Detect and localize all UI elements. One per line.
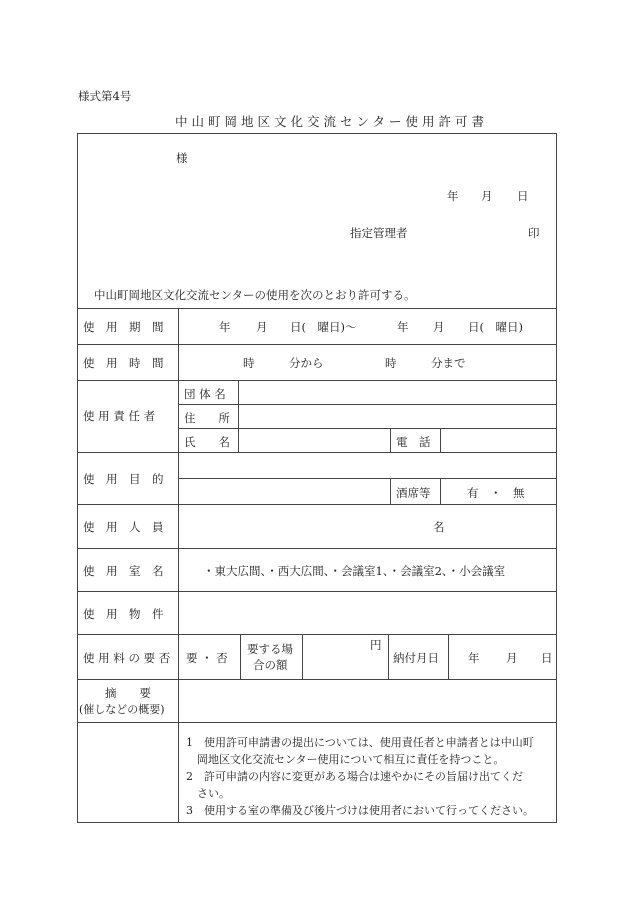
payment-day: 日 (541, 651, 553, 665)
note-line: 岡地区文化交流センター使用について相互に責任を持つこと。 (186, 753, 505, 766)
attendance-label: 使 用 人 員 (83, 520, 164, 534)
fee-need: 要 ・ 否 (186, 651, 228, 665)
note-line: さい。 (186, 787, 230, 800)
period-end-month: 月 (433, 320, 445, 334)
issue-day: 日 (517, 189, 529, 203)
time-from: 時 分から (243, 356, 324, 370)
permit-statement: 中山町岡地区文化交流センターの使用を次のとおり許可する。 (94, 288, 416, 302)
payment-year: 年 (468, 651, 480, 665)
time-to: 時 分まで (385, 356, 466, 370)
responsible-label: 使 用 責 任 者 (83, 409, 156, 423)
phone-label: 電 話 (396, 435, 431, 449)
time-label: 使 用 時 間 (83, 356, 164, 370)
issuer-label: 指定管理者 (350, 226, 408, 240)
alcohol-label: 酒席等 (396, 486, 431, 500)
payment-date-label: 納付月日 (393, 651, 439, 665)
period-label: 使 用 期 間 (83, 320, 164, 334)
issue-month: 月 (481, 189, 493, 203)
period-start-year: 年 (219, 320, 231, 334)
fee-amount-label-1: 要する場 (247, 642, 293, 656)
fee-label: 使 用 料 の 要 否 (83, 651, 171, 665)
notes-list (186, 734, 534, 819)
fee-amount-label-2: 合の額 (253, 658, 288, 672)
items-label: 使 用 物 件 (83, 607, 164, 621)
payment-month: 月 (506, 651, 518, 665)
alcohol-options: 有 ・ 無 (467, 486, 525, 500)
period-start-day: 日( 曜日)〜 (290, 320, 357, 334)
note-line: 1 使用許可申請書の提出については、使用責任者と申請者とは中山町 (186, 736, 534, 749)
addressee-honorific: 様 (176, 151, 188, 165)
period-start-month: 月 (256, 320, 268, 334)
note-line: 3 使用する室の準備及び後片づけは使用者において行ってください。 (186, 804, 534, 817)
note-line: 2 許可申請の内容に変更がある場合は速やかにその旨届け出てくだ (186, 770, 523, 783)
seal-mark: 印 (528, 226, 540, 240)
person-name-label: 氏 名 (184, 435, 230, 449)
group-name-label: 団 体 名 (184, 387, 226, 401)
summary-sublabel: (催しなどの概要) (79, 703, 165, 716)
purpose-label: 使 用 目 的 (83, 472, 164, 486)
address-label: 住 所 (184, 411, 230, 425)
summary-label: 摘 要 (105, 686, 151, 700)
rooms-label: 使 用 室 名 (83, 564, 164, 578)
period-end-day: 日( 曜日) (468, 320, 523, 334)
attendance-unit: 名 (433, 520, 445, 534)
issue-year: 年 (447, 189, 459, 203)
form-number: 様式第4号 (78, 89, 132, 103)
document-title: 中山町岡地区文化交流センター使用許可書 (175, 114, 489, 129)
yen-unit: 円 (370, 638, 382, 652)
period-end-year: 年 (397, 320, 409, 334)
rooms-options: ・東大広間、・西大広間、・会議室1、・会議室2、・小会議室 (203, 564, 506, 578)
